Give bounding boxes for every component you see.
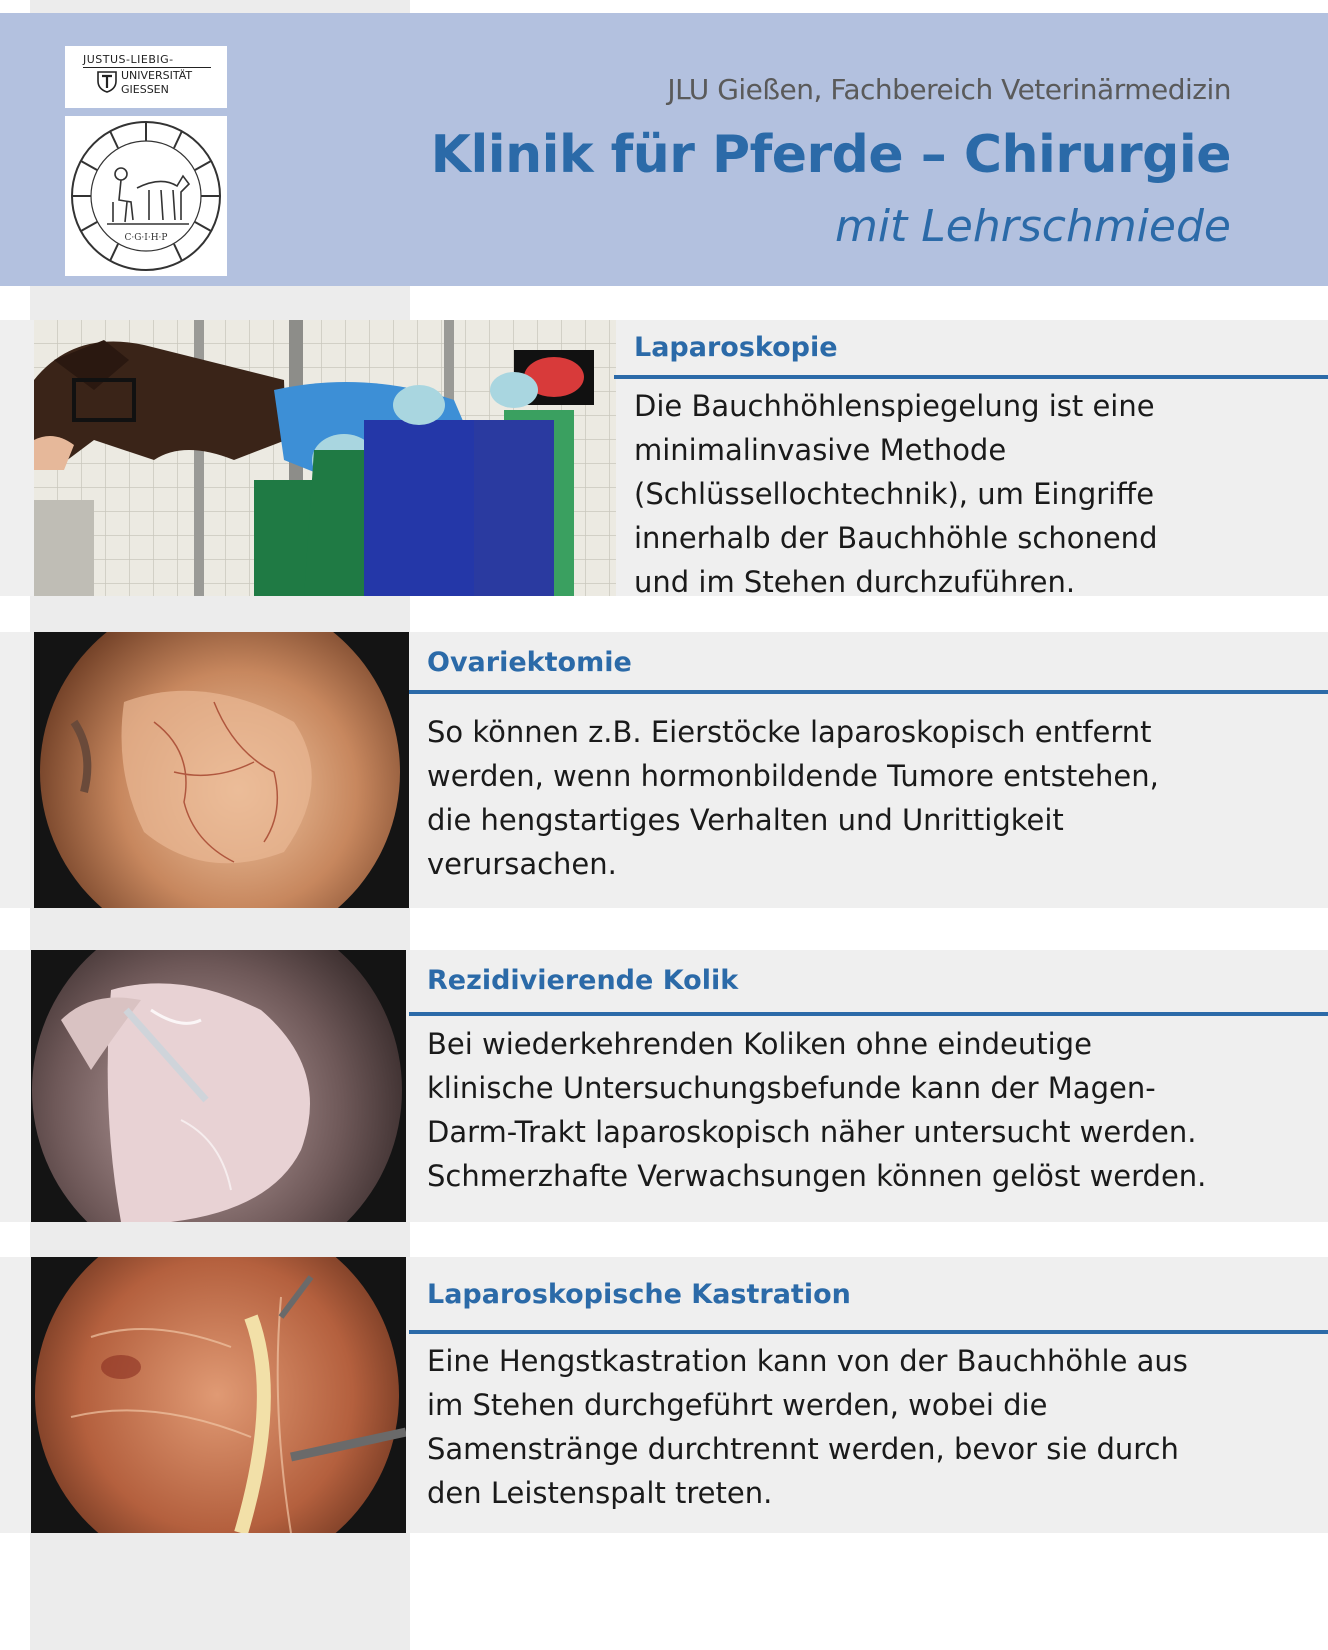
section-divider <box>409 1330 1328 1334</box>
section-rezidivierende-kolik <box>0 950 1328 1222</box>
logo-line-2: UNIVERSITÄT <box>121 69 193 82</box>
text-line: die hengstartiges Verhalten und Unrittigkeit <box>427 803 1064 837</box>
seal-icon <box>65 116 227 276</box>
text-line: Bei wiederkehrenden Koliken ohne eindeutige <box>427 1027 1092 1061</box>
section-title: Laparoskopische Kastration <box>427 1279 851 1310</box>
section-divider <box>409 1012 1328 1016</box>
svg-text:C·G·I·H·P: C·G·I·H·P <box>124 233 168 243</box>
text-line: verursachen. <box>427 847 617 881</box>
text-line: Die Bauchhöhlenspiegelung ist eine <box>634 389 1155 423</box>
text-line: minimalinvasive Methode <box>634 433 1007 467</box>
text-line: Samenstränge durchtrennt werden, bevor sie durch <box>427 1432 1179 1466</box>
logo-line-3: GIESSEN <box>121 83 169 96</box>
text-line: So können z.B. Eierstöcke laparoskopisch entfernt <box>427 715 1152 749</box>
section-title: Ovariektomie <box>427 647 632 678</box>
section-title: Laparoskopie <box>634 332 838 363</box>
section-body <box>427 1339 1188 1515</box>
text-line: Darm-Trakt laparoskopisch näher untersucht werden. <box>427 1115 1197 1149</box>
page-title: Klinik für Pferde – Chirurgie <box>430 125 1231 185</box>
text-line: (Schlüssellochtechnik), um Eingriffe <box>634 477 1155 511</box>
text-line: innerhalb der Bauchhöhle schonend <box>634 521 1158 555</box>
text-line: im Stehen durchgeführt werden, wobei die <box>427 1388 1048 1422</box>
section-laparoskopie <box>0 320 1328 599</box>
shield-icon <box>97 71 117 93</box>
endoscopy-photo-ovary <box>34 632 409 908</box>
university-logo <box>65 46 227 108</box>
logo-line-1: JUSTUS-LIEBIG- <box>83 53 174 66</box>
section-body <box>427 710 1159 886</box>
text-line: klinische Untersuchungsbefunde kann der Magen- <box>427 1071 1156 1105</box>
section-ovariektomie <box>0 632 1328 908</box>
endoscopy-photo-colic <box>31 950 406 1222</box>
endoscopy-photo-castration <box>31 1257 406 1533</box>
text-line: Schmerzhafte Verwachsungen können gelöst werden. <box>427 1159 1207 1193</box>
header-subtitle: JLU Gießen, Fachbereich Veterinärmedizin <box>667 73 1231 106</box>
text-line: den Leistenspalt treten. <box>427 1476 773 1510</box>
header-banner <box>0 13 1328 286</box>
section-divider <box>614 375 1328 379</box>
section-title: Rezidivierende Kolik <box>427 965 739 996</box>
faculty-seal <box>65 116 227 276</box>
section-body <box>634 384 1157 604</box>
header-tagline: mit Lehrschmiede <box>834 201 1231 252</box>
text-line: werden, wenn hormonbildende Tumore entstehen, <box>427 759 1159 793</box>
logo-rule <box>83 67 211 68</box>
text-line: Eine Hengstkastration kann von der Bauchhöhle aus <box>427 1344 1188 1378</box>
text-line: und im Stehen durchzuführen. <box>634 565 1076 599</box>
section-divider <box>409 690 1328 694</box>
section-laparoskopische-kastration <box>0 1257 1328 1533</box>
section-body <box>427 1022 1206 1198</box>
surgery-photo <box>34 320 616 596</box>
